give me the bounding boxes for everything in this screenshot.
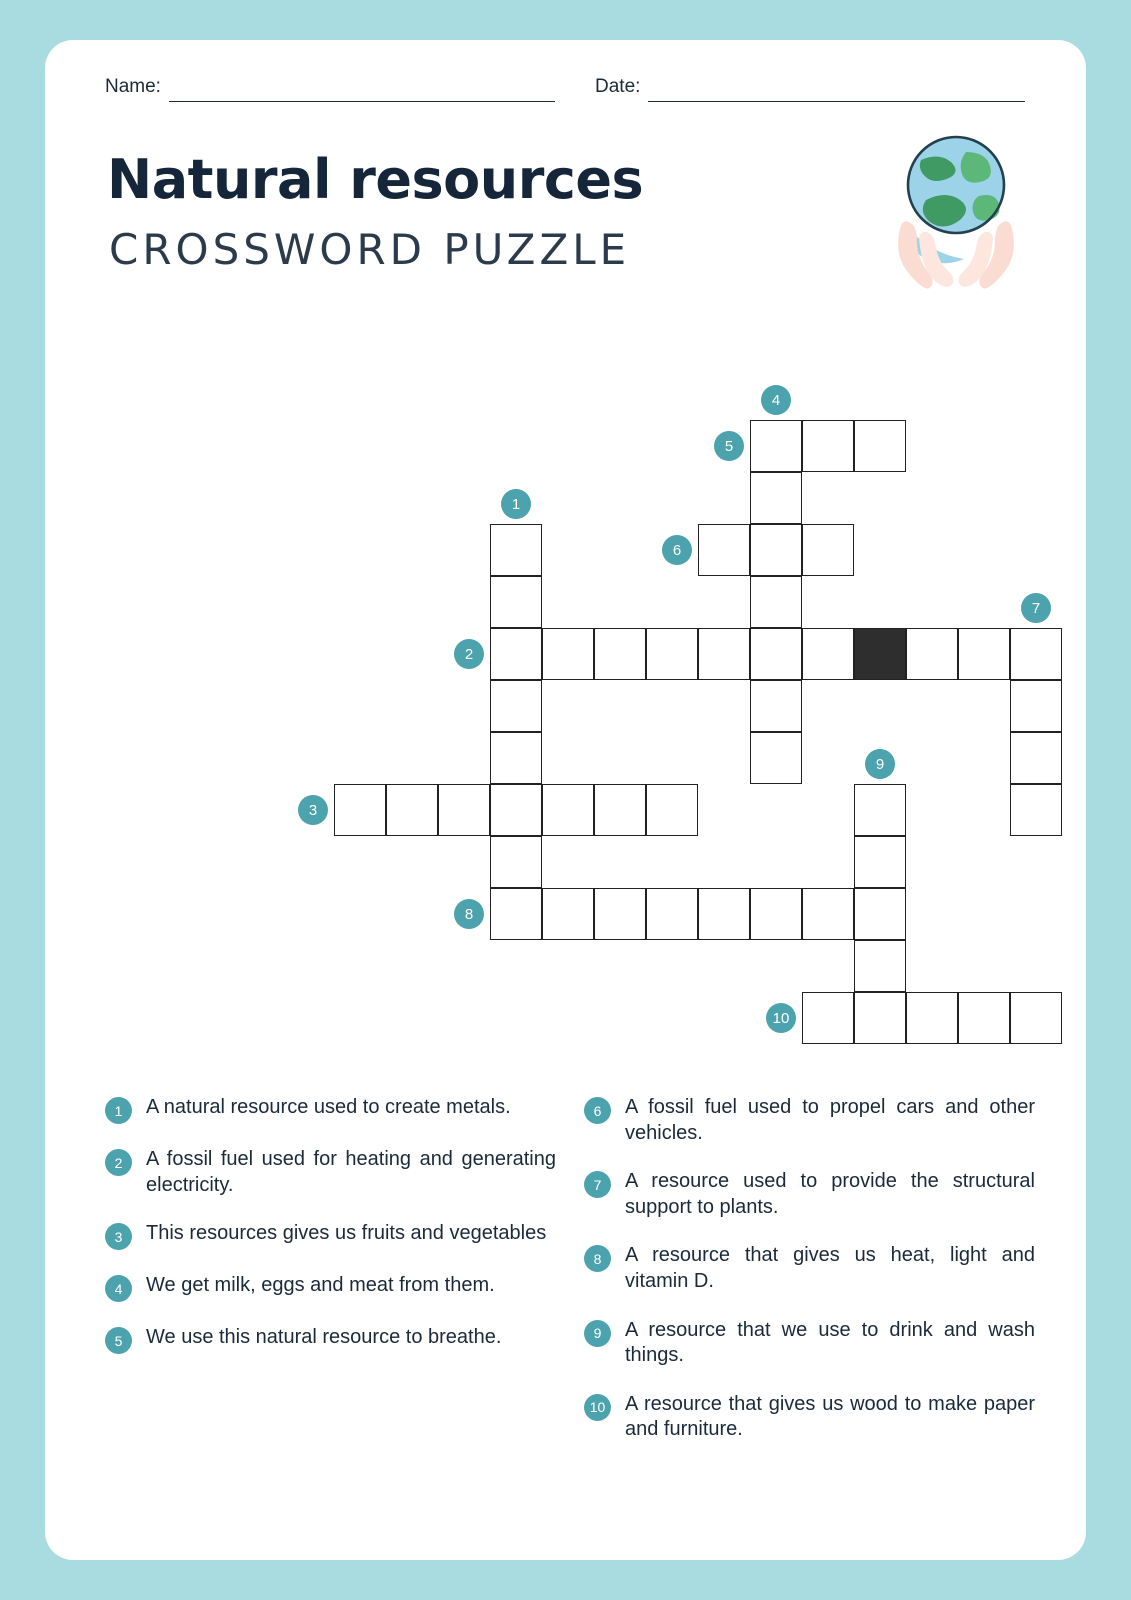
crossword-cell[interactable] bbox=[490, 628, 542, 680]
crossword-cell[interactable] bbox=[750, 576, 802, 628]
clue-text-9: A resource that we use to drink and wash things. bbox=[625, 1318, 1035, 1367]
crossword-cell[interactable] bbox=[386, 784, 438, 836]
crossword-number-2: 2 bbox=[454, 639, 484, 669]
crossword-cell[interactable] bbox=[490, 888, 542, 940]
crossword-cell[interactable] bbox=[594, 784, 646, 836]
worksheet-page bbox=[45, 40, 1086, 1560]
crossword-number-10: 10 bbox=[766, 1003, 796, 1033]
crossword-cell[interactable] bbox=[438, 784, 490, 836]
crossword-cell[interactable] bbox=[750, 628, 802, 680]
crossword-cell[interactable] bbox=[906, 992, 958, 1044]
crossword-cell[interactable] bbox=[490, 836, 542, 888]
clue-item bbox=[105, 1095, 556, 1124]
crossword-cell[interactable] bbox=[490, 576, 542, 628]
crossword-cell[interactable] bbox=[750, 732, 802, 784]
crossword-cell[interactable] bbox=[1010, 628, 1062, 680]
page-title: Natural resources bbox=[107, 148, 644, 211]
crossword-block-cell bbox=[854, 628, 906, 680]
crossword-cell[interactable] bbox=[490, 784, 542, 836]
crossword-grid[interactable] bbox=[45, 340, 1086, 1080]
crossword-cell[interactable] bbox=[750, 420, 802, 472]
crossword-cell[interactable] bbox=[854, 992, 906, 1044]
crossword-cell[interactable] bbox=[1010, 784, 1062, 836]
crossword-cell[interactable] bbox=[750, 888, 802, 940]
crossword-cell[interactable] bbox=[854, 836, 906, 888]
crossword-number-9: 9 bbox=[865, 749, 895, 779]
clues-column-left bbox=[105, 1095, 556, 1466]
crossword-cell[interactable] bbox=[698, 628, 750, 680]
clue-badge-7: 7 bbox=[584, 1171, 611, 1198]
crossword-cell[interactable] bbox=[542, 784, 594, 836]
crossword-number-4: 4 bbox=[761, 385, 791, 415]
crossword-number-3: 3 bbox=[298, 795, 328, 825]
clue-text-8: A resource that gives us heat, light and vitamin D. bbox=[625, 1244, 1035, 1292]
crossword-cell[interactable] bbox=[854, 420, 906, 472]
crossword-number-5: 5 bbox=[714, 431, 744, 461]
name-label: Name: bbox=[105, 76, 161, 97]
crossword-cell[interactable] bbox=[854, 784, 906, 836]
crossword-cell[interactable] bbox=[958, 628, 1010, 680]
crossword-number-6: 6 bbox=[662, 535, 692, 565]
clue-badge-2: 2 bbox=[105, 1149, 132, 1176]
crossword-cell[interactable] bbox=[802, 992, 854, 1044]
clue-badge-10: 10 bbox=[584, 1394, 611, 1421]
header-fields bbox=[105, 75, 1025, 102]
clues-section bbox=[105, 1095, 1035, 1466]
clue-badge-3: 3 bbox=[105, 1223, 132, 1250]
clue-text-6: A fossil fuel used to propel cars and other vehicles. bbox=[625, 1096, 1035, 1144]
crossword-cell[interactable] bbox=[698, 888, 750, 940]
crossword-cell[interactable] bbox=[646, 784, 698, 836]
clues-column-right bbox=[584, 1095, 1035, 1466]
clue-item bbox=[105, 1273, 556, 1302]
clue-text-10: A resource that gives us wood to make paper and furniture. bbox=[625, 1392, 1035, 1441]
crossword-cell[interactable] bbox=[854, 940, 906, 992]
clue-text-7: A resource used to provide the structural support to plants. bbox=[625, 1170, 1035, 1218]
clue-text-4: We get milk, eggs and meat from them. bbox=[146, 1274, 495, 1297]
crossword-cell[interactable] bbox=[854, 888, 906, 940]
clue-item bbox=[105, 1221, 556, 1250]
crossword-cell[interactable] bbox=[490, 732, 542, 784]
crossword-cell[interactable] bbox=[594, 628, 646, 680]
clue-item bbox=[584, 1169, 1035, 1220]
crossword-cell[interactable] bbox=[750, 472, 802, 524]
crossword-cell[interactable] bbox=[802, 888, 854, 940]
crossword-cell[interactable] bbox=[646, 888, 698, 940]
clue-text-5: We use this natural resource to breathe. bbox=[146, 1326, 502, 1349]
crossword-number-8: 8 bbox=[454, 899, 484, 929]
clue-text-1: A natural resource used to create metals. bbox=[146, 1096, 511, 1118]
clue-badge-4: 4 bbox=[105, 1275, 132, 1302]
clue-item bbox=[105, 1147, 556, 1198]
clue-badge-1: 1 bbox=[105, 1097, 132, 1124]
page-subtitle: CROSSWORD PUZZLE bbox=[109, 225, 631, 274]
crossword-cell[interactable] bbox=[542, 888, 594, 940]
crossword-cell[interactable] bbox=[646, 628, 698, 680]
crossword-cell[interactable] bbox=[1010, 992, 1062, 1044]
crossword-cell[interactable] bbox=[750, 680, 802, 732]
crossword-cell[interactable] bbox=[802, 524, 854, 576]
clue-badge-5: 5 bbox=[105, 1327, 132, 1354]
crossword-cell[interactable] bbox=[490, 680, 542, 732]
date-write-line[interactable] bbox=[648, 75, 1025, 102]
clue-item bbox=[584, 1095, 1035, 1146]
clue-item bbox=[584, 1243, 1035, 1294]
crossword-cell[interactable] bbox=[802, 420, 854, 472]
clue-item bbox=[584, 1318, 1035, 1369]
clue-badge-8: 8 bbox=[584, 1245, 611, 1272]
crossword-cell[interactable] bbox=[594, 888, 646, 940]
date-label: Date: bbox=[595, 76, 641, 97]
crossword-cell[interactable] bbox=[1010, 680, 1062, 732]
clue-item bbox=[584, 1392, 1035, 1443]
crossword-cell[interactable] bbox=[750, 524, 802, 576]
clue-item bbox=[105, 1325, 556, 1354]
name-write-line[interactable] bbox=[169, 75, 555, 102]
crossword-cell[interactable] bbox=[802, 628, 854, 680]
crossword-cell[interactable] bbox=[334, 784, 386, 836]
crossword-cell[interactable] bbox=[698, 524, 750, 576]
clue-text-3: This resources gives us fruits and vegetables bbox=[146, 1222, 547, 1245]
earth-in-hands-icon bbox=[871, 130, 1041, 300]
crossword-number-1: 1 bbox=[501, 489, 531, 519]
name-field[interactable] bbox=[105, 75, 555, 102]
crossword-number-7: 7 bbox=[1021, 593, 1051, 623]
clue-badge-9: 9 bbox=[584, 1320, 611, 1347]
crossword-cell[interactable] bbox=[542, 628, 594, 680]
date-field[interactable] bbox=[595, 75, 1025, 102]
crossword-cell[interactable] bbox=[490, 524, 542, 576]
clue-text-2: A fossil fuel used for heating and generating electricity. bbox=[146, 1148, 556, 1196]
crossword-cell[interactable] bbox=[906, 628, 958, 680]
clue-badge-6: 6 bbox=[584, 1097, 611, 1124]
crossword-cell[interactable] bbox=[958, 992, 1010, 1044]
crossword-cell[interactable] bbox=[1010, 732, 1062, 784]
